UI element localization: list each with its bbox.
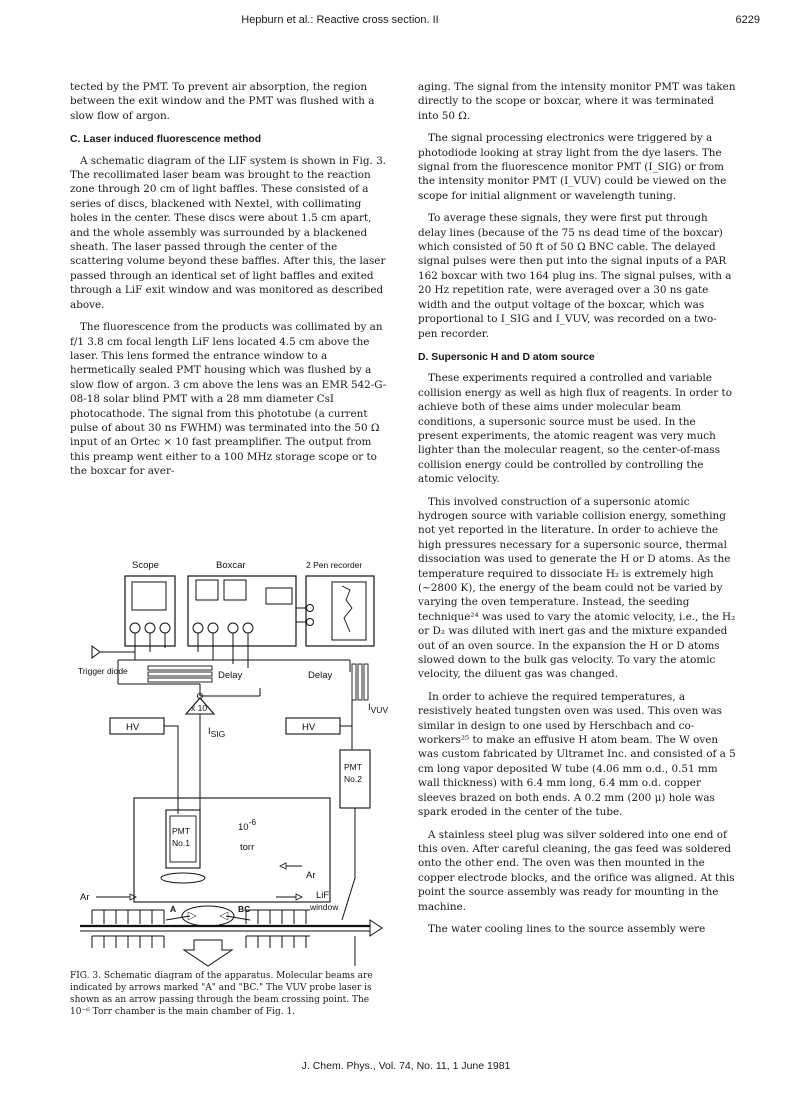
paragraph: The fluorescence from the products was collimated by an f/1 3.8 cm focal length LiF lens located 4.5 cm above the laser. This lens formed the entrance window to a hermetically sealed PMT housing which was flushed by a slow flow of argon. 3 cm above the lens was an EMR 542-G-08-18 solar blind PMT with a 28 mm diameter CsI photocathode. The signal from this phototube (a current pulse of about 30 ns FWHM) was terminated into the 50 Ω input of an Ortec × 10 fast preamplifier. The output from this preamp went either to a 100 MHz storage scope or to the boxcar for aver- <box>70 321 387 478</box>
paragraph: A schematic diagram of the LIF system is shown in Fig. 3. The recollimated laser beam was brought to the reaction zone through 20 cm of light baffles. These consisted of a series of discs, blackened with Nextel, with collimating holes in the center. These discs were about 1.5 cm apart, and the whole assembly was surrounded by a blackened sheath. The laser passed through the center of the scattering volume beyond these baffles. After this, the laser passed through an identical set of light baffles and exited through a LiF exit window and was monitored as described above. <box>70 154 387 311</box>
paragraph: tected by the PMT. To prevent air absorption, the region between the exit window and the PMT was flushed with a slow flow of argon. <box>70 81 375 122</box>
delay-right-label: Delay <box>308 670 333 681</box>
scope-screen <box>132 582 166 610</box>
pressure-label: 10-6 <box>238 817 257 833</box>
ar-left-label: Ar <box>80 892 90 903</box>
i-sig-label: ISIG <box>208 726 226 739</box>
paragraph: A stainless steel plug was silver soldered into one end of this oven. After careful cleaning, the gas feed was soldered onto the other end. The oven was then mounted in the copper electrode blocks, and the orifice was aligned. At this point the source assembly was ready for mounting in the machine. <box>418 828 735 913</box>
amplifier-label: x 10 <box>191 703 208 713</box>
scope-knob <box>145 623 155 633</box>
scope-label: Scope <box>132 560 159 571</box>
paragraph: aging. The signal from the intensity monitor PMT was taken directly to the scope or boxcar, where it was terminated into 50 Ω. <box>418 81 736 122</box>
pen-recorder-label: 2 Pen recorder <box>306 560 363 570</box>
journal-footer: J. Chem. Phys., Vol. 74, No. 11, 1 June 1981 <box>301 1060 511 1072</box>
vacuum-chamber <box>134 798 330 902</box>
pmt-no1-label-b: No.1 <box>172 838 190 848</box>
pump-arrow-icon <box>184 940 232 966</box>
pmt-no1-label: PMT <box>172 826 190 836</box>
boxcar-label: Boxcar <box>216 560 246 571</box>
ar-right-label: Ar <box>306 870 316 881</box>
pen-recorder-box <box>306 576 374 646</box>
page-number: 6229 <box>735 14 760 26</box>
trigger-diode-label: Trigger diode <box>78 666 128 676</box>
pmt-no2-label-b: No.2 <box>344 774 362 784</box>
lif-label: LiF <box>316 890 330 901</box>
paragraph: The signal processing electronics were triggered by a photodiode looking at stray light from the dye lasers. The signal from the fluorescence monitor PMT (I_SIG) or from the intensity monitor PMT (I_VUV) could be viewed on the scope for initial alignment or wavelength tuning. <box>418 132 727 202</box>
hv-right-label: HV <box>302 722 316 733</box>
trigger-diode-icon <box>92 646 100 658</box>
section-heading-d: D. Supersonic H and D atom source <box>418 351 595 363</box>
beam-bc-label: BC <box>238 904 251 914</box>
figure-3-schematic <box>70 548 388 968</box>
lif-lens <box>161 873 205 883</box>
scope-knob <box>130 623 140 633</box>
boxcar-box <box>188 576 296 646</box>
apparatus-diagram <box>70 548 388 968</box>
figure-caption: FIG. 3. Schematic diagram of the apparatus. Molecular beams are indicated by arrows marked "A" and "BC." The VUV probe laser is shown as an arrow passing through the beam crossing point. The 10⁻⁶ Torr chamber is the main chamber of Fig. 1. <box>70 971 373 1017</box>
hv-left-label: HV <box>126 722 140 733</box>
running-title: Hepburn et al.: Reactive cross section. II <box>241 14 439 26</box>
scope-knob <box>160 623 170 633</box>
paragraph: In order to achieve the required temperatures, a resistively heated tungsten oven was used. This oven was similar in design to one used by Herschbach and co-workers²⁵ to make an effusive H atom beam. The W oven was custom fabricated by Ultramet Inc. and consisted of a 5 cm long vapor deposited W tube (4.06 mm o.d., 0.51 mm wall thickness) with 6.4 mm long, 6.4 mm o.d. copper sleeves brazed on both ends. A 0.2 mm (200 μ) hole was spark eroded in the center of the tube. <box>418 690 736 819</box>
paragraph: These experiments required a controlled and variable collision energy as well as high flux of reagents. In order to achieve both of these aims under molecular beam conditions, a supersonic source must be used. In the present experiments, the atomic reagent was very much lighter than the molecular reagent, so the center-of-mass collision energy could be controlled by controlling the atomic velocity. <box>418 372 732 486</box>
paragraph: The water cooling lines to the source assembly were <box>428 922 706 935</box>
delay-left-label: Delay <box>218 670 243 681</box>
paragraph: To average these signals, they were first put through delay lines (because of the 75 ns dead time of the boxcar) which consisted of 50 ft of 50 Ω BNC cable. The delayed signal pulses were then put into the signal inputs of a PAR 162 boxcar with two 164 plug ins. The signal pulses, with a 20 Hz repetition rate, were averaged over a 30 ns gate width and the output voltage of the boxcar, which was proportional to I_SIG and I_VUV, was recorded on a two-pen recorder. <box>418 212 732 340</box>
torr-label: torr <box>240 842 255 853</box>
pmt-no2-label: PMT <box>344 762 362 772</box>
beam-a-label: A <box>170 904 177 914</box>
i-vuv-label: IVUV <box>368 702 388 715</box>
left-column <box>70 80 388 487</box>
running-header <box>60 14 760 32</box>
section-heading-c: C. Laser induced fluorescence method <box>70 134 262 146</box>
right-column <box>418 80 736 944</box>
paragraph: This involved construction of a supersonic atomic hydrogen source with variable collision energy, something not yet reported in the literature. In order to achieve the high pressures necessary for a supersonic source, thermal dissociation was used to generate the H or D atoms. As the temperature required to dissociate H₂ is extremely high (~2800 K), the energy of the beam could not be varied by varying the oven temperature. Instead, the seeding technique²⁴ was used to vary the atomic velocity, i.e., the H₂ or D₂ was diluted with inert gas and the mixture expanded out of an oven source. In the expansion the H or D atoms slowed down to the bulk gas velocity. To vary the atomic velocity, the diluent gas was changed. <box>418 495 736 681</box>
window-label: window <box>310 902 339 912</box>
